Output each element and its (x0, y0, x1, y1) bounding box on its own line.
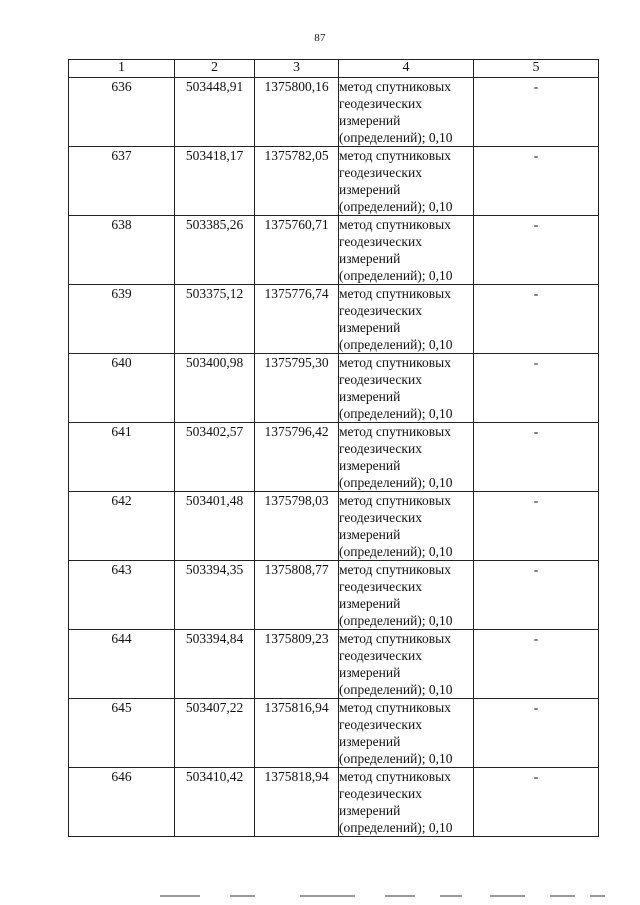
point-number-cell-text: 642 (111, 493, 132, 508)
point-number-cell (69, 285, 175, 354)
table-row (69, 216, 599, 285)
method-cell (339, 630, 474, 699)
note-cell (474, 630, 599, 699)
x-coordinate-cell-text: 503418,17 (185, 148, 244, 163)
y-coordinate-cell (255, 768, 339, 837)
point-number-cell (69, 768, 175, 837)
x-coordinate-cell (175, 147, 255, 216)
y-coordinate-cell (255, 492, 339, 561)
note-cell-text: - (533, 148, 539, 163)
header-col-2: 2 (175, 60, 255, 78)
y-coordinate-cell (255, 354, 339, 423)
point-number-cell-text: 637 (111, 148, 132, 163)
x-coordinate-cell-text: 503400,98 (185, 355, 244, 370)
point-number-cell-text: 641 (111, 424, 132, 439)
y-coordinate-cell-text: 1375795,30 (264, 355, 329, 370)
point-number-cell (69, 492, 175, 561)
y-coordinate-cell (255, 699, 339, 768)
note-cell-text: - (533, 79, 539, 94)
x-coordinate-cell (175, 423, 255, 492)
method-cell-text: метод спутниковых геодезических измерений (определений); 0,10 (339, 217, 453, 283)
x-coordinate-cell (175, 78, 255, 147)
note-cell (474, 147, 599, 216)
y-coordinate-cell-text: 1375808,77 (264, 562, 329, 577)
method-cell-text: метод спутниковых геодезических измерений (определений); 0,10 (339, 355, 453, 421)
note-cell-text: - (533, 700, 539, 715)
note-cell (474, 285, 599, 354)
table-row (69, 699, 599, 768)
note-cell-text: - (533, 217, 539, 232)
point-number-cell-text: 643 (111, 562, 132, 577)
note-cell (474, 423, 599, 492)
method-cell (339, 354, 474, 423)
note-cell-text: - (533, 493, 539, 508)
method-cell (339, 699, 474, 768)
header-col-3: 3 (255, 60, 339, 78)
x-coordinate-cell (175, 699, 255, 768)
x-coordinate-cell-text: 503401,48 (185, 493, 244, 508)
point-number-cell (69, 354, 175, 423)
table-row (69, 423, 599, 492)
y-coordinate-cell-text: 1375760,71 (264, 217, 329, 232)
point-number-cell (69, 147, 175, 216)
y-coordinate-cell (255, 78, 339, 147)
x-coordinate-cell-text: 503410,42 (185, 769, 244, 784)
y-coordinate-cell-text: 1375800,16 (264, 79, 329, 94)
note-cell (474, 354, 599, 423)
coordinates-table (68, 59, 599, 837)
page-number: 87 (314, 32, 326, 44)
x-coordinate-cell (175, 630, 255, 699)
method-cell-text: метод спутниковых геодезических измерений (определений); 0,10 (339, 148, 453, 214)
method-cell (339, 78, 474, 147)
y-coordinate-cell-text: 1375818,94 (264, 769, 329, 784)
point-number-cell (69, 78, 175, 147)
x-coordinate-cell-text: 503407,22 (185, 700, 244, 715)
y-coordinate-cell (255, 285, 339, 354)
y-coordinate-cell (255, 423, 339, 492)
note-cell-text: - (533, 562, 539, 577)
y-coordinate-cell (255, 561, 339, 630)
x-coordinate-cell (175, 354, 255, 423)
y-coordinate-cell (255, 216, 339, 285)
header-col-1: 1 (69, 60, 175, 78)
x-coordinate-cell (175, 561, 255, 630)
note-cell-text: - (533, 355, 539, 370)
note-cell-text: - (533, 424, 539, 439)
point-number-cell-text: 639 (111, 286, 132, 301)
method-cell-text: метод спутниковых геодезических измерений (определений); 0,10 (339, 424, 453, 490)
method-cell (339, 492, 474, 561)
table-body (69, 78, 599, 837)
y-coordinate-cell-text: 1375809,23 (264, 631, 329, 646)
y-coordinate-cell-text: 1375782,05 (264, 148, 329, 163)
table-row (69, 492, 599, 561)
x-coordinate-cell-text: 503402,57 (185, 424, 244, 439)
note-cell-text: - (533, 631, 539, 646)
table-row (69, 354, 599, 423)
note-cell (474, 216, 599, 285)
y-coordinate-cell-text: 1375798,03 (264, 493, 329, 508)
y-coordinate-cell-text: 1375776,74 (264, 286, 329, 301)
point-number-cell-text: 636 (111, 79, 132, 94)
note-cell-text: - (533, 769, 539, 784)
method-cell-text: метод спутниковых геодезических измерений (определений); 0,10 (339, 493, 453, 559)
table-row (69, 285, 599, 354)
method-cell (339, 561, 474, 630)
header-col-4: 4 (339, 60, 474, 78)
y-coordinate-cell (255, 147, 339, 216)
point-number-cell (69, 216, 175, 285)
note-cell (474, 78, 599, 147)
point-number-cell-text: 645 (111, 700, 132, 715)
header-col-5: 5 (474, 60, 599, 78)
header-row (69, 60, 599, 78)
table-row (69, 147, 599, 216)
x-coordinate-cell (175, 492, 255, 561)
point-number-cell (69, 561, 175, 630)
note-cell (474, 561, 599, 630)
table-row (69, 561, 599, 630)
note-cell-text: - (533, 286, 539, 301)
note-cell (474, 699, 599, 768)
point-number-cell-text: 644 (111, 631, 132, 646)
method-cell (339, 285, 474, 354)
method-cell-text: метод спутниковых геодезических измерений (определений); 0,10 (339, 631, 453, 697)
y-coordinate-cell (255, 630, 339, 699)
method-cell (339, 768, 474, 837)
point-number-cell-text: 638 (111, 217, 132, 232)
point-number-cell (69, 699, 175, 768)
note-cell (474, 492, 599, 561)
method-cell-text: метод спутниковых геодезических измерений (определений); 0,10 (339, 286, 453, 352)
table-row (69, 768, 599, 837)
y-coordinate-cell-text: 1375796,42 (264, 424, 329, 439)
table-row (69, 78, 599, 147)
x-coordinate-cell-text: 503385,26 (185, 217, 244, 232)
point-number-cell (69, 630, 175, 699)
table-row (69, 630, 599, 699)
x-coordinate-cell (175, 216, 255, 285)
method-cell (339, 423, 474, 492)
point-number-cell-text: 646 (111, 769, 132, 784)
method-cell (339, 216, 474, 285)
point-number-cell (69, 423, 175, 492)
x-coordinate-cell (175, 768, 255, 837)
note-cell (474, 768, 599, 837)
method-cell-text: метод спутниковых геодезических измерений (определений); 0,10 (339, 700, 453, 766)
table-header (69, 60, 599, 78)
bottom-edge-marks (160, 895, 610, 898)
y-coordinate-cell-text: 1375816,94 (264, 700, 329, 715)
point-number-cell-text: 640 (111, 355, 132, 370)
method-cell-text: метод спутниковых геодезических измерений (определений); 0,10 (339, 562, 453, 628)
method-cell-text: метод спутниковых геодезических измерений (определений); 0,10 (339, 769, 453, 835)
x-coordinate-cell-text: 503394,84 (185, 631, 244, 646)
x-coordinate-cell-text: 503375,12 (185, 286, 244, 301)
method-cell-text: метод спутниковых геодезических измерений (определений); 0,10 (339, 79, 453, 145)
x-coordinate-cell (175, 285, 255, 354)
method-cell (339, 147, 474, 216)
x-coordinate-cell-text: 503394,35 (185, 562, 244, 577)
x-coordinate-cell-text: 503448,91 (185, 79, 244, 94)
